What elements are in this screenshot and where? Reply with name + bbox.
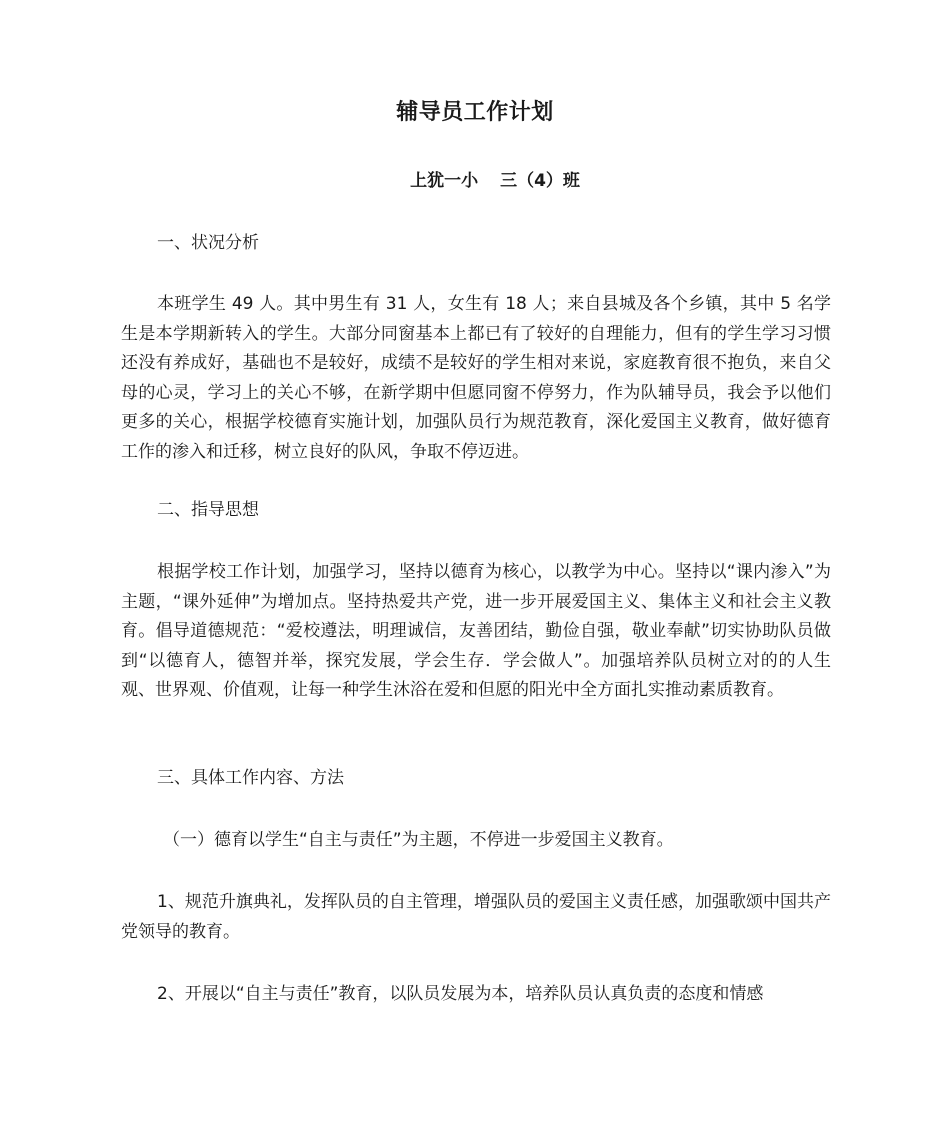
section-heading-work-content: 三、具体工作内容、方法 (157, 768, 344, 788)
list-item-autonomy-responsibility: 2、开展以“自主与责任”教育，以队员发展为本，培养队员认真负责的态度和情感 (157, 984, 764, 1004)
list-item-flag-ceremony: 1、规范升旗典礼，发挥队员的自主管理，增强队员的爱国主义责任感，加强歌颂中国共产党领导的教育。 (121, 892, 831, 942)
document-title: 辅导员工作计划 (396, 100, 554, 125)
subsection-moral-education: （一）德育以学生“自主与责任”为主题，不停进一步爱国主义教育。 (163, 830, 674, 850)
class-name: 三（4）班 (500, 171, 580, 191)
section-body-guiding-thought: 根据学校工作计划，加强学习，坚持以德育为核心，以教学为中心。坚持以“课内渗入”为主题，“课外延伸”为增加点。坚持热爱共产党，进一步开展爱国主义、集体主义和社会主义教育。倡导道德规范：“爱校遵法，明理诚信，友善团结，勤俭自强，敬业奉献”切实协助队员做到“以德育人，德智并举，探究发展，学会生存．学会做人”。加强培养队员树立对的的人生观、世界观、价值观，让每一种学生沐浴在爱和但愿的阳光中全方面扎实推动素质教育。 (121, 562, 831, 700)
section-body-situation: 本班学生 49 人。其中男生有 31 人，女生有 18 人；来自县城及各个乡镇，其中 5 名学生是本学期新转入的学生。大部分同窗基本上都已有了较好的自理能力，但有的学生学习习惯还没有养成好，基础也不是较好，成绩不是较好的学生相对来说，家庭教育很不抱负，来自父母的心灵，学习上的关心不够，在新学期中但愿同窗不停努力，作为队辅导员，我会予以他们更多的关心，根据学校德育实施计划，加强队员行为规范教育，深化爱国主义教育，做好德育工作的渗入和迁移，树立良好的队风，争取不停迈进。 (121, 294, 831, 462)
document-subtitle (0, 168, 950, 194)
school-name: 上犹一小 (410, 171, 479, 191)
section-heading-situation: 一、状况分析 (157, 233, 259, 253)
section-heading-guiding-thought: 二、指导思想 (157, 500, 259, 520)
